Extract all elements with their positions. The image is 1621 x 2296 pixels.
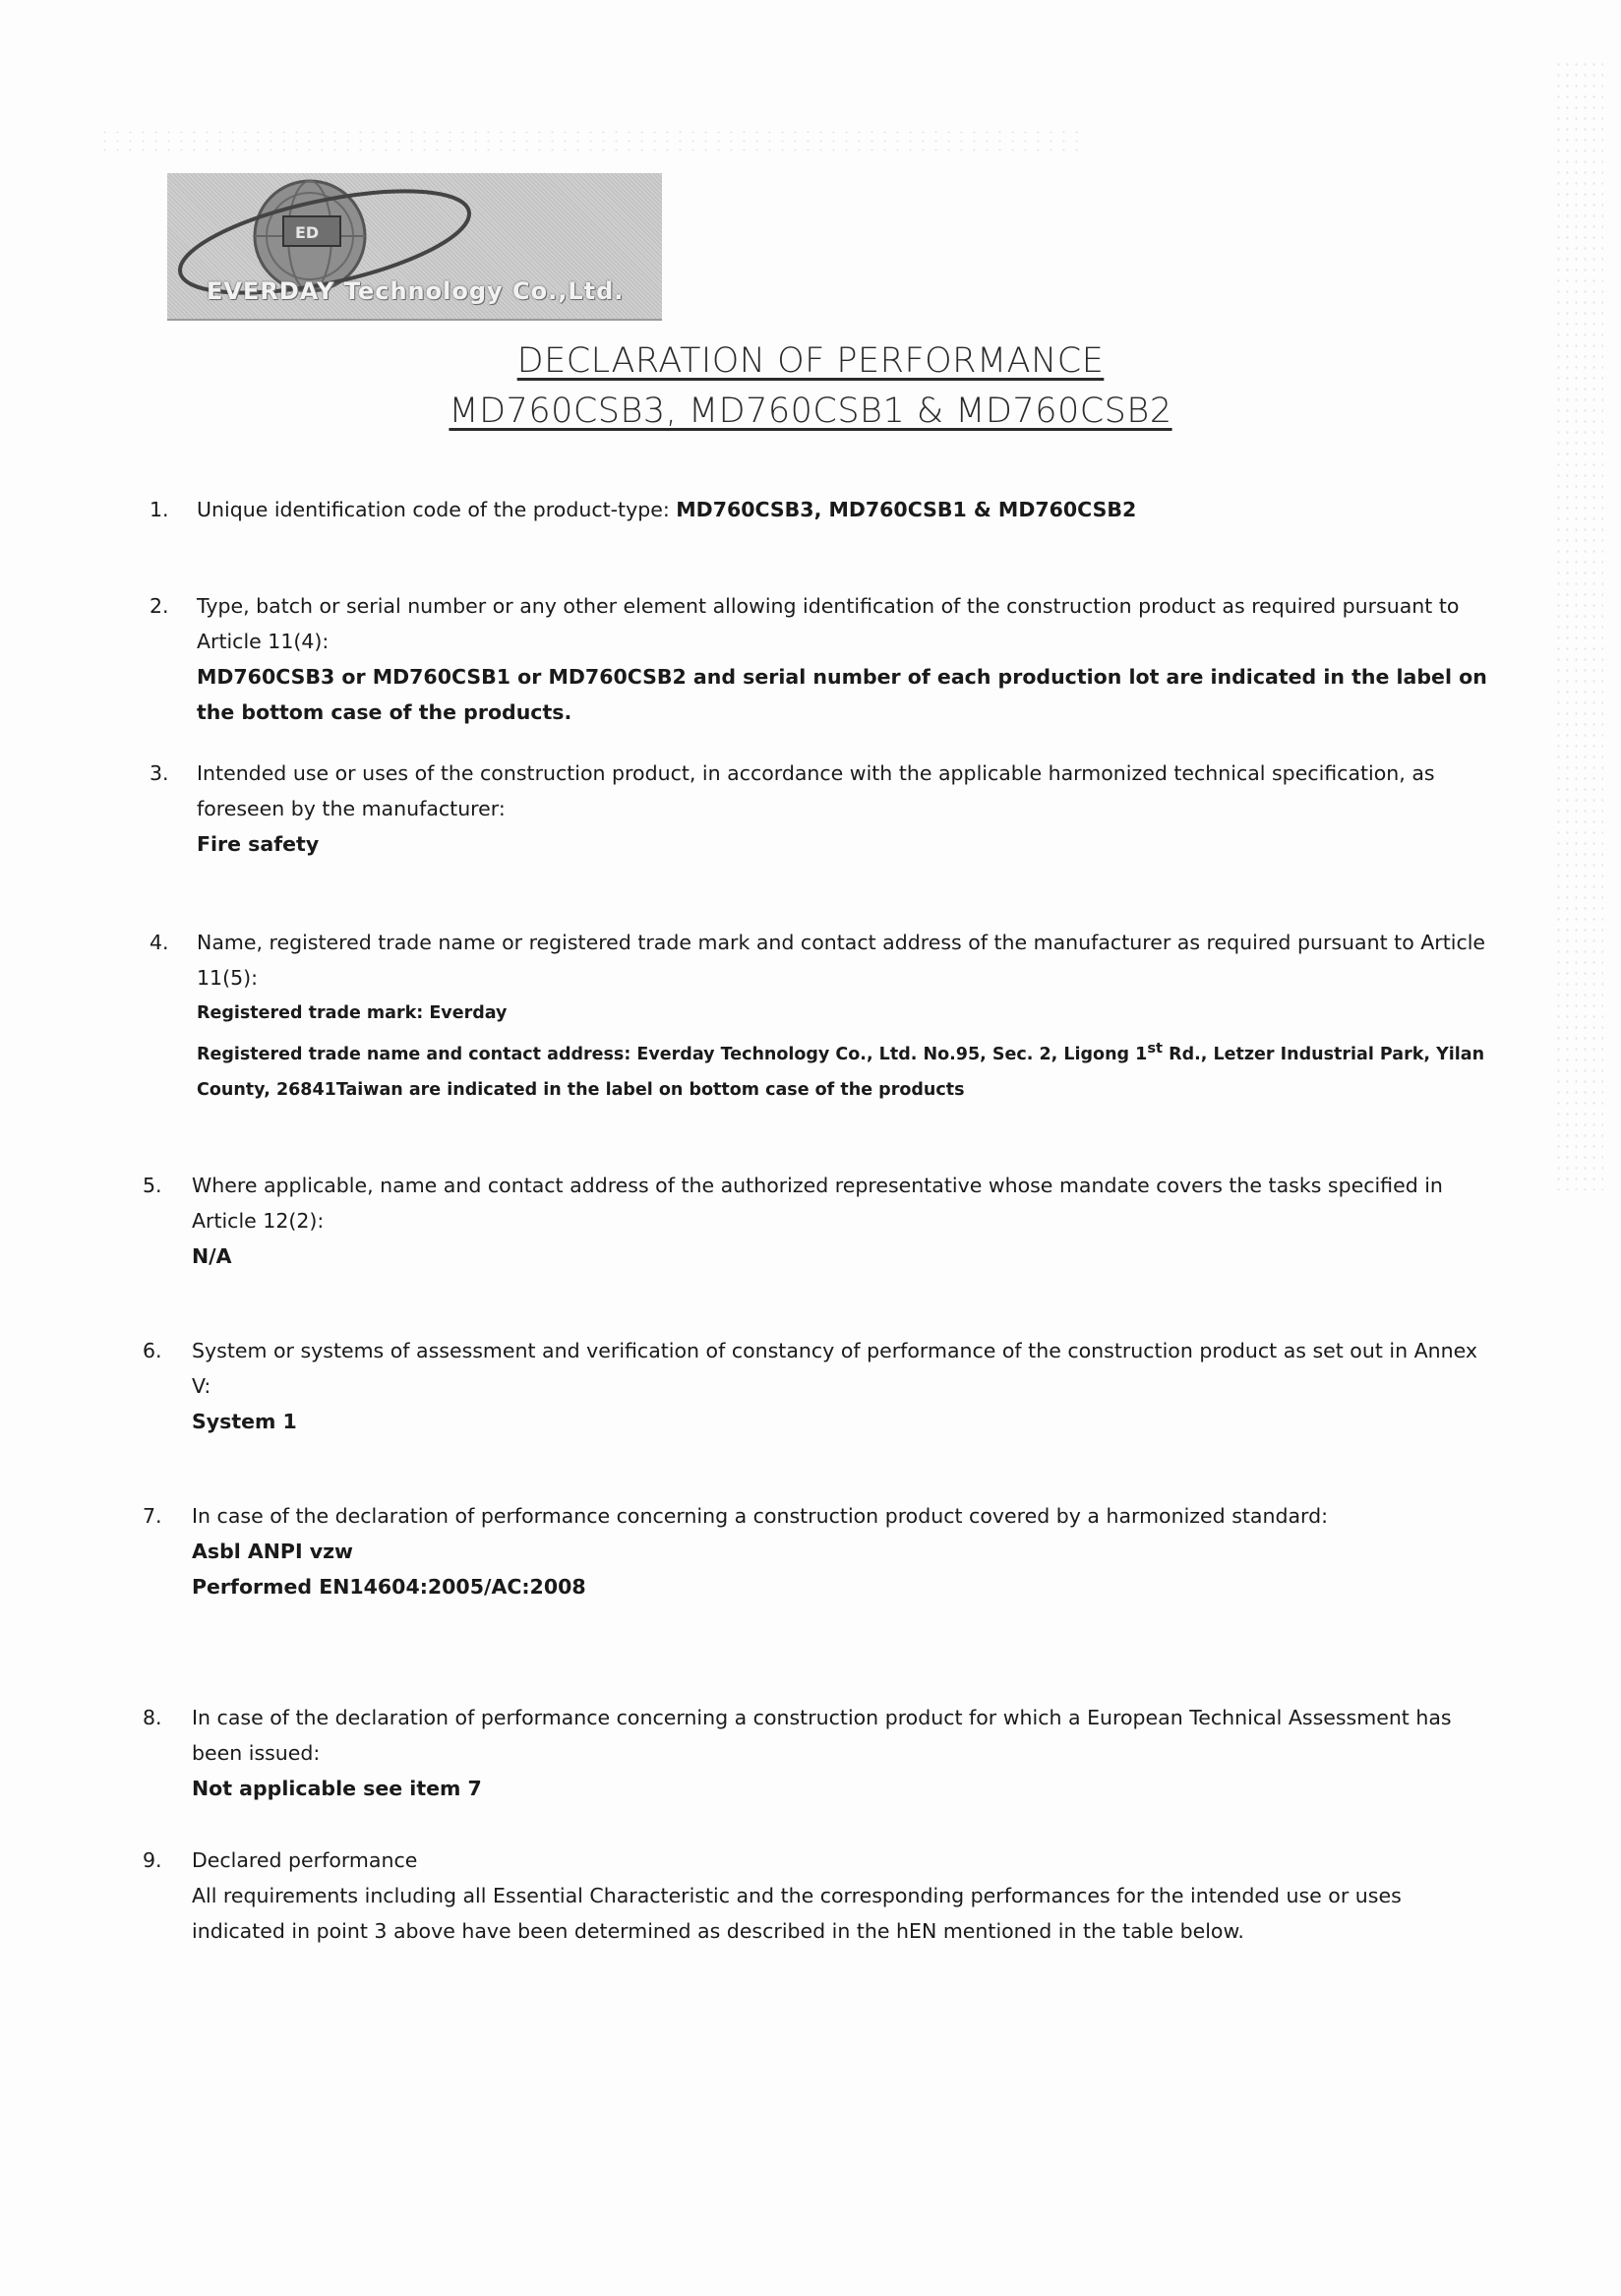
company-logo xyxy=(167,173,662,321)
item-text: In case of the declaration of performance concerning a construction product for which a European Technical Assessment has been issued: xyxy=(192,1706,1452,1765)
item-number: 3. xyxy=(150,761,169,785)
item-text: Intended use or uses of the construction product, in accordance with the applicable harmonized technical specification, as foreseen by the manufacturer: xyxy=(197,761,1435,820)
item-number: 8. xyxy=(143,1706,162,1729)
item-text: In case of the declaration of performance concerning a construction product covered by a harmonized standard: xyxy=(192,1504,1329,1528)
item-text: Declared performance xyxy=(192,1848,418,1872)
item-number: 5. xyxy=(143,1174,162,1197)
address-suffix: Rd., Letzer Industrial Park, Yilan County, 26841Taiwan are indicated in the label on bottom case of the products xyxy=(197,1044,1485,1100)
scan-noise-top xyxy=(98,128,1082,157)
item-text: Unique identification code of the product-type: xyxy=(197,498,670,521)
logo-company-name: EVERDAY Technology Co.,Ltd. xyxy=(207,277,625,305)
item-number: 4. xyxy=(150,931,169,954)
item-value: MD760CSB3 or MD760CSB1 or MD760CSB2 and serial number of each production lot are indicated in the label on the bottom case of the products. xyxy=(197,665,1487,724)
item-text: Name, registered trade name or registered trade mark and contact address of the manufacturer as required pursuant to Article 11(5): xyxy=(197,931,1486,990)
item-number: 2. xyxy=(150,594,169,618)
item-number: 7. xyxy=(143,1504,162,1528)
item-value: Fire safety xyxy=(197,832,320,856)
item-value: Registered trade mark: Everday xyxy=(197,1003,508,1023)
item-value: N/A xyxy=(192,1244,232,1268)
item-address xyxy=(197,1031,1505,1108)
item-value: MD760CSB3, MD760CSB1 & MD760CSB2 xyxy=(676,498,1137,521)
item-text: Where applicable, name and contact address of the authorized representative whose mandate covers the tasks specified in Article 12(2): xyxy=(192,1174,1443,1233)
page-subtitle: MD760CSB3, MD760CSB1 & MD760CSB2 xyxy=(449,392,1172,431)
item-number: 6. xyxy=(143,1339,162,1362)
address-prefix: Registered trade name and contact address: Everday Technology Co., Ltd. No.95, Sec. 2, Ligong 1 xyxy=(197,1044,1148,1064)
scan-noise-right xyxy=(1554,59,1603,1190)
item-value: Not applicable see item 7 xyxy=(192,1777,482,1800)
item-description: All requirements including all Essential Characteristic and the corresponding performances for the intended use or uses indicated in point 3 above have been determined as described in the hEN mentioned in the table below. xyxy=(192,1884,1402,1943)
page-title: DECLARATION OF PERFORMANCE xyxy=(516,341,1105,381)
item-value: Asbl ANPI vzw xyxy=(192,1540,353,1563)
item-number: 1. xyxy=(150,498,169,521)
item-text: System or systems of assessment and verification of constancy of performance of the construction product as set out in Annex V: xyxy=(192,1339,1477,1398)
svg-text:ED: ED xyxy=(295,223,320,242)
item-standard: Performed EN14604:2005/AC:2008 xyxy=(192,1575,586,1599)
item-number: 9. xyxy=(143,1848,162,1872)
item-text: Type, batch or serial number or any other element allowing identification of the construction product as required pursuant to Article 11(4): xyxy=(197,594,1460,653)
item-value: System 1 xyxy=(192,1410,297,1433)
address-sup: st xyxy=(1147,1040,1163,1057)
